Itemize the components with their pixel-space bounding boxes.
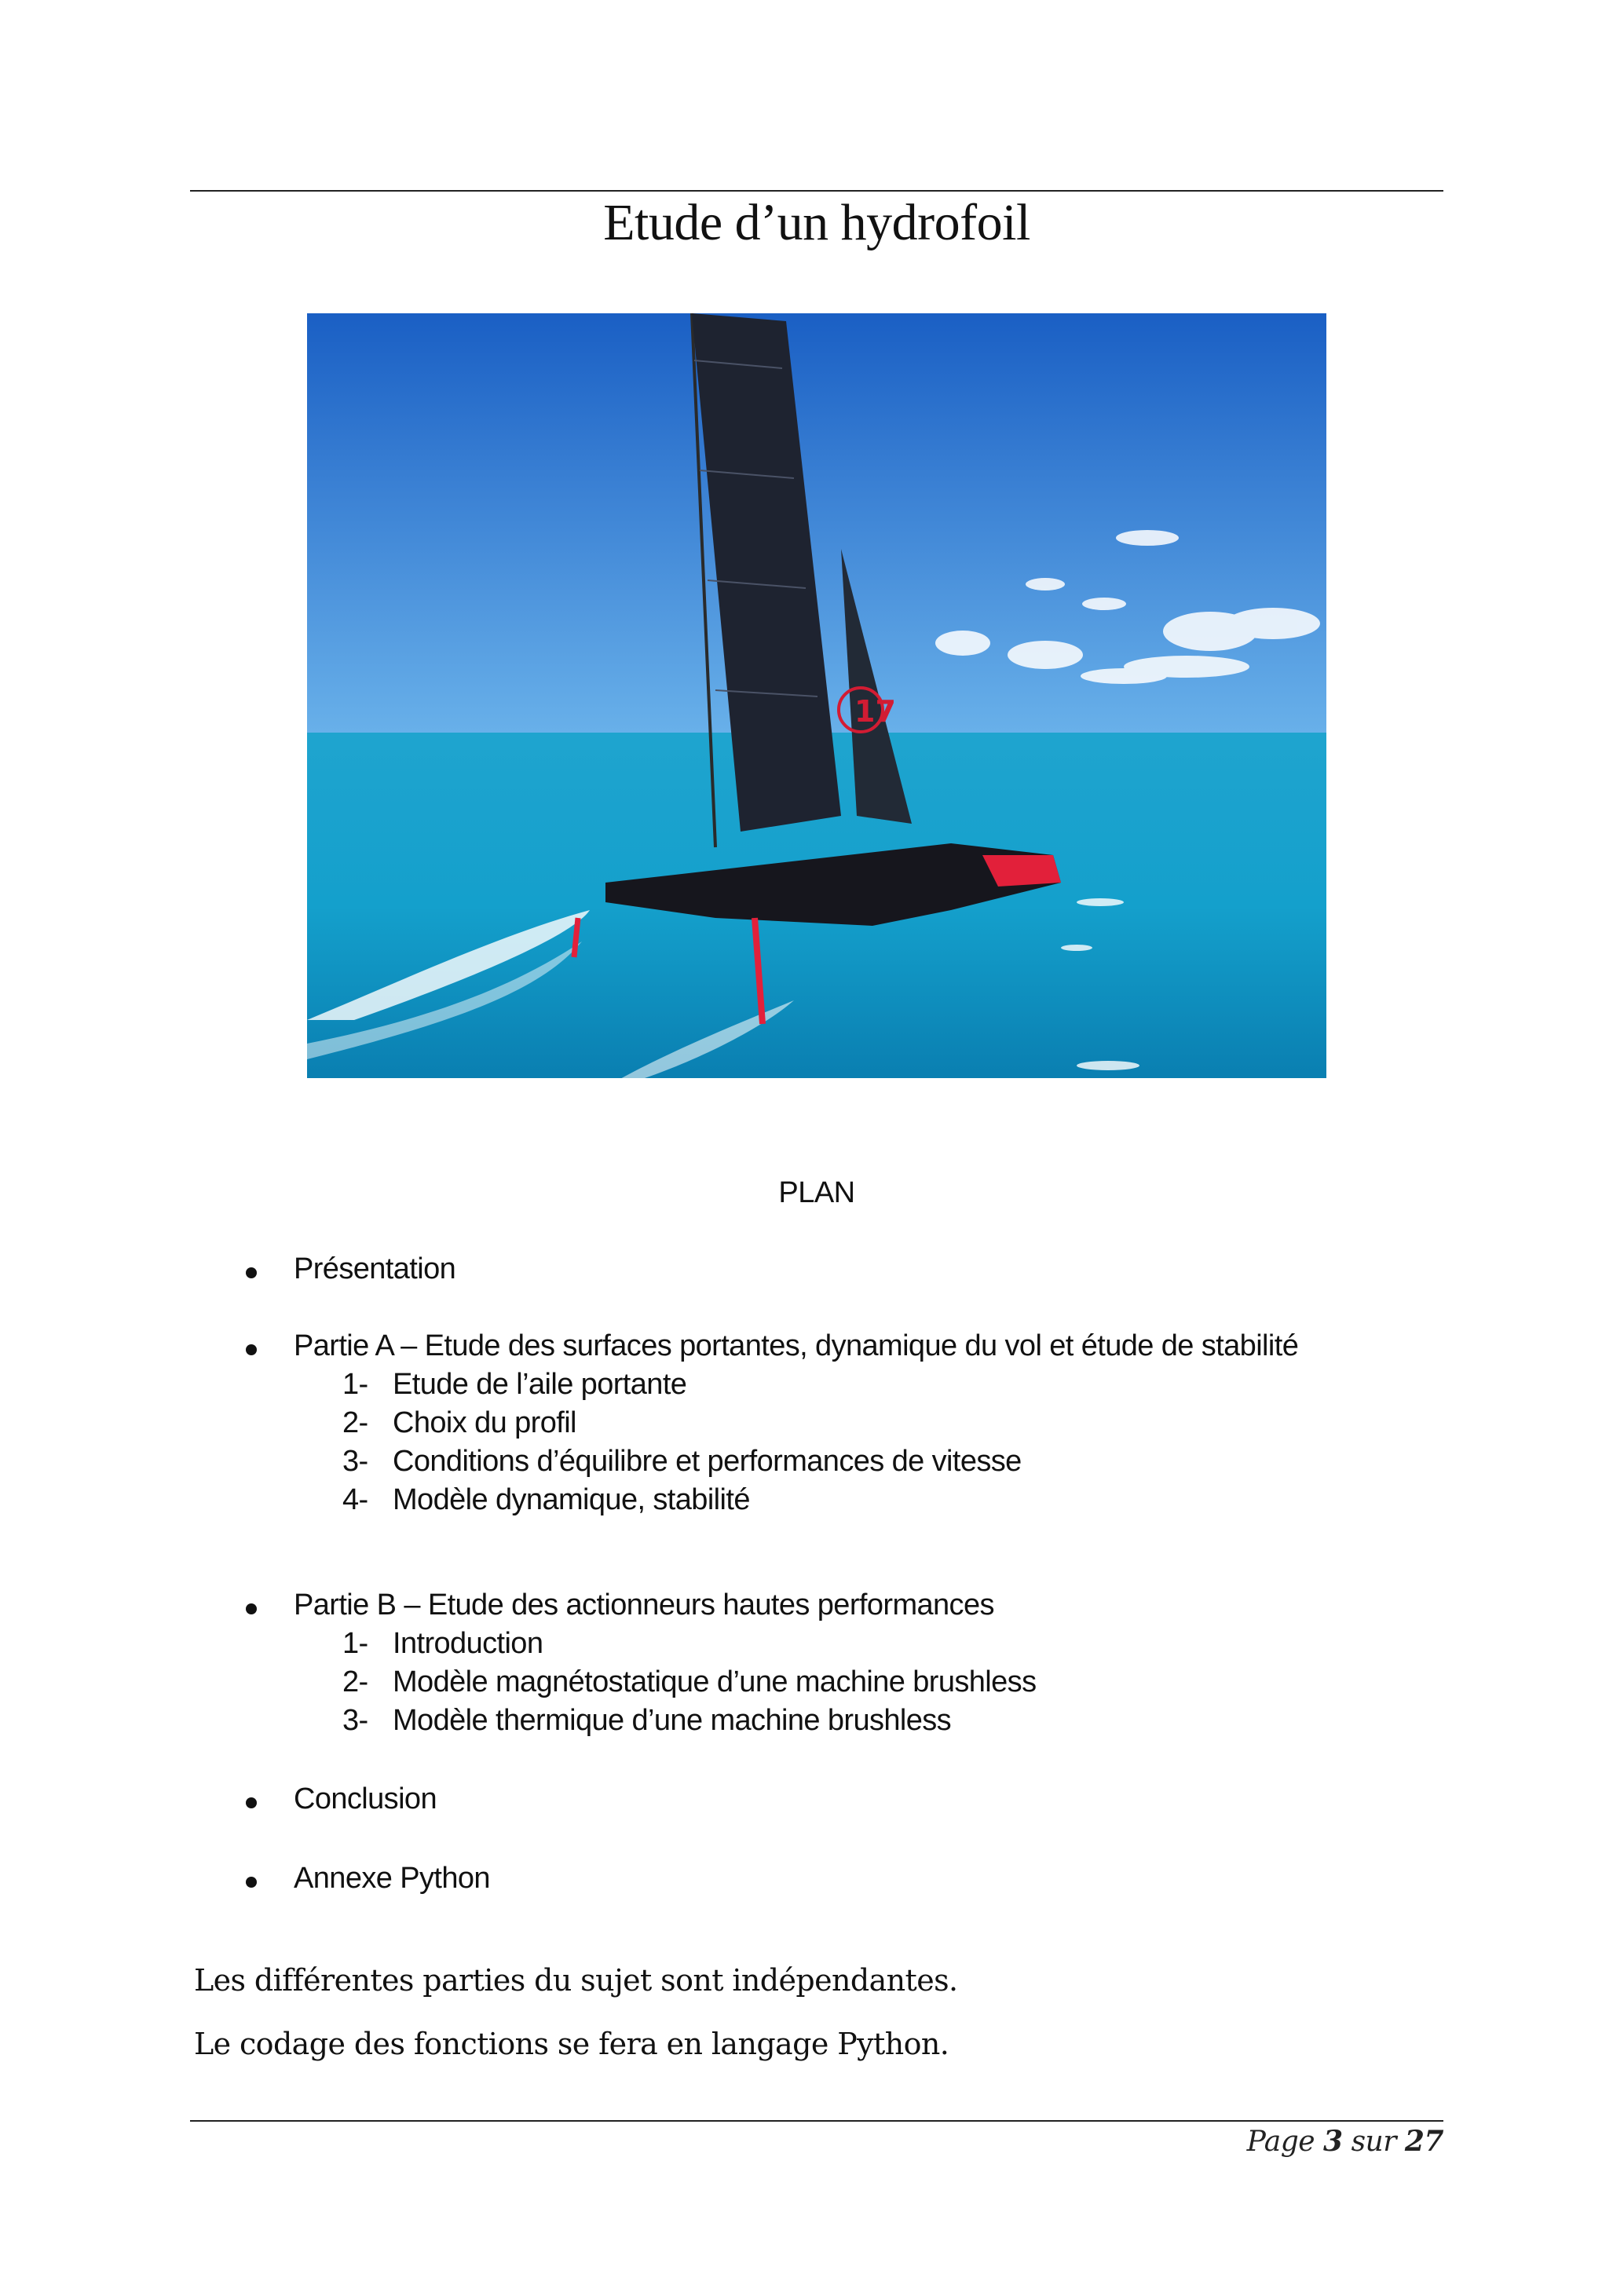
plan-subitem: 2- Choix du profil [342,1406,576,1439]
plan-subitem: 1- Introduction [342,1627,543,1660]
footer-rule [190,2120,1443,2122]
bullet-icon [246,1877,257,1888]
plan-subitem: 2- Modèle magnétostatique d’une machine brushless [342,1665,1037,1698]
plan-subitem: 4- Modèle dynamique, stabilité [342,1483,750,1516]
plan-subitem: 3- Conditions d’équilibre et performances de vitesse [342,1445,1022,1478]
bullet-icon [246,1797,257,1808]
bullet-icon [246,1344,257,1355]
plan-subitem: 1- Etude de l’aile portante [342,1368,687,1401]
bullet-icon [246,1603,257,1614]
plan-heading: PLAN [778,1176,855,1209]
sail-number: 17 [854,694,896,729]
page-title: Etude d’un hydrofoil [603,194,1030,251]
header-rule [190,190,1443,192]
note-python: Le codage des fonctions se fera en langage Python. [194,2027,949,2061]
hydrofoil-illustration [307,313,1326,1078]
note-independent-parts: Les différentes parties du sujet sont indépendantes. [194,1963,958,1998]
hydrofoil-photo [307,313,1326,1078]
plan-subitem: 3- Modèle thermique d’une machine brushless [342,1704,952,1737]
page-number: Page 3 sur 27 [1246,2125,1443,2158]
bullet-icon [246,1267,257,1278]
